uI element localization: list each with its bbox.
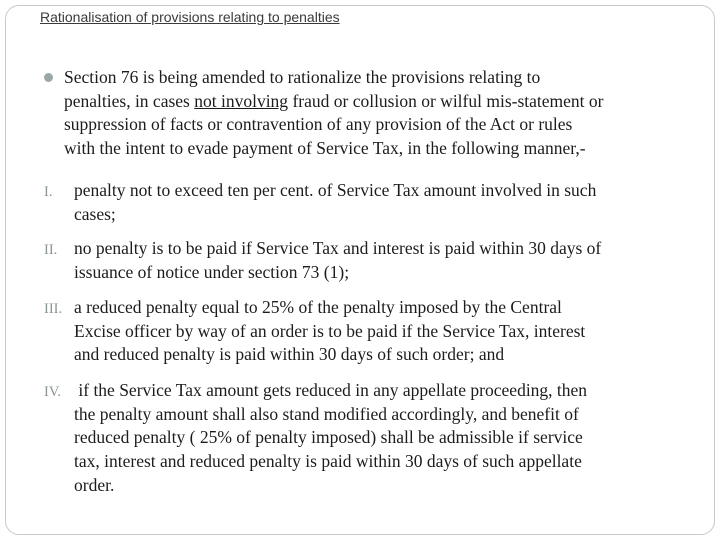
bullet-dot-icon xyxy=(44,73,53,82)
item-line: penalty not to exceed ten per cent. of Service Tax amount involved in such xyxy=(74,180,597,200)
item-numeral: III. xyxy=(44,301,63,317)
list-item xyxy=(74,296,699,367)
item-line: tax, interest and reduced penalty is paid within 30 days of such appellate xyxy=(74,451,582,472)
list-item xyxy=(74,379,699,498)
intro-line: Section 76 is being amended to rationalize the provisions relating to xyxy=(64,67,541,87)
intro-text: penalties, in cases xyxy=(64,90,195,111)
intro-text: fraud or collusion or wilful mis-statement or xyxy=(288,90,604,111)
item-line: reduced penalty ( 25% of penalty imposed) shall be admissible if service xyxy=(74,427,583,448)
item-line: and reduced penalty is paid within 30 days of such order; and xyxy=(74,344,505,365)
item-line: Excise officer by way of an order is to be paid if the Service Tax, interest xyxy=(74,320,586,341)
intro-line: with the intent to evade payment of Service Tax, in the following manner,- xyxy=(64,138,586,159)
list-item xyxy=(74,179,699,226)
underlined-phrase: not involving xyxy=(194,90,289,111)
intro-paragraph xyxy=(64,66,689,161)
intro-line: suppression of facts or contravention of any provision of the Act or rules xyxy=(64,114,573,135)
list-item xyxy=(74,237,699,284)
item-line: issuance of notice under section 73 (1); xyxy=(74,261,350,282)
item-line: cases; xyxy=(74,203,116,224)
item-line: no penalty is to be paid if Service Tax and interest is paid within 30 days of xyxy=(74,238,602,258)
item-numeral: IV. xyxy=(44,384,62,400)
item-numeral: II. xyxy=(44,242,58,258)
intro-line xyxy=(64,90,689,114)
slide-title: Rationalisation of provisions relating to penalties xyxy=(40,9,340,25)
item-numeral: I. xyxy=(44,184,53,200)
item-line: a reduced penalty equal to 25% of the penalty imposed by the Central xyxy=(74,297,562,317)
item-line: if the Service Tax amount gets reduced in any appellate proceeding, then xyxy=(74,380,588,400)
item-line: order. xyxy=(74,474,115,495)
item-line: the penalty amount shall also stand modified accordingly, and benefit of xyxy=(74,403,579,424)
